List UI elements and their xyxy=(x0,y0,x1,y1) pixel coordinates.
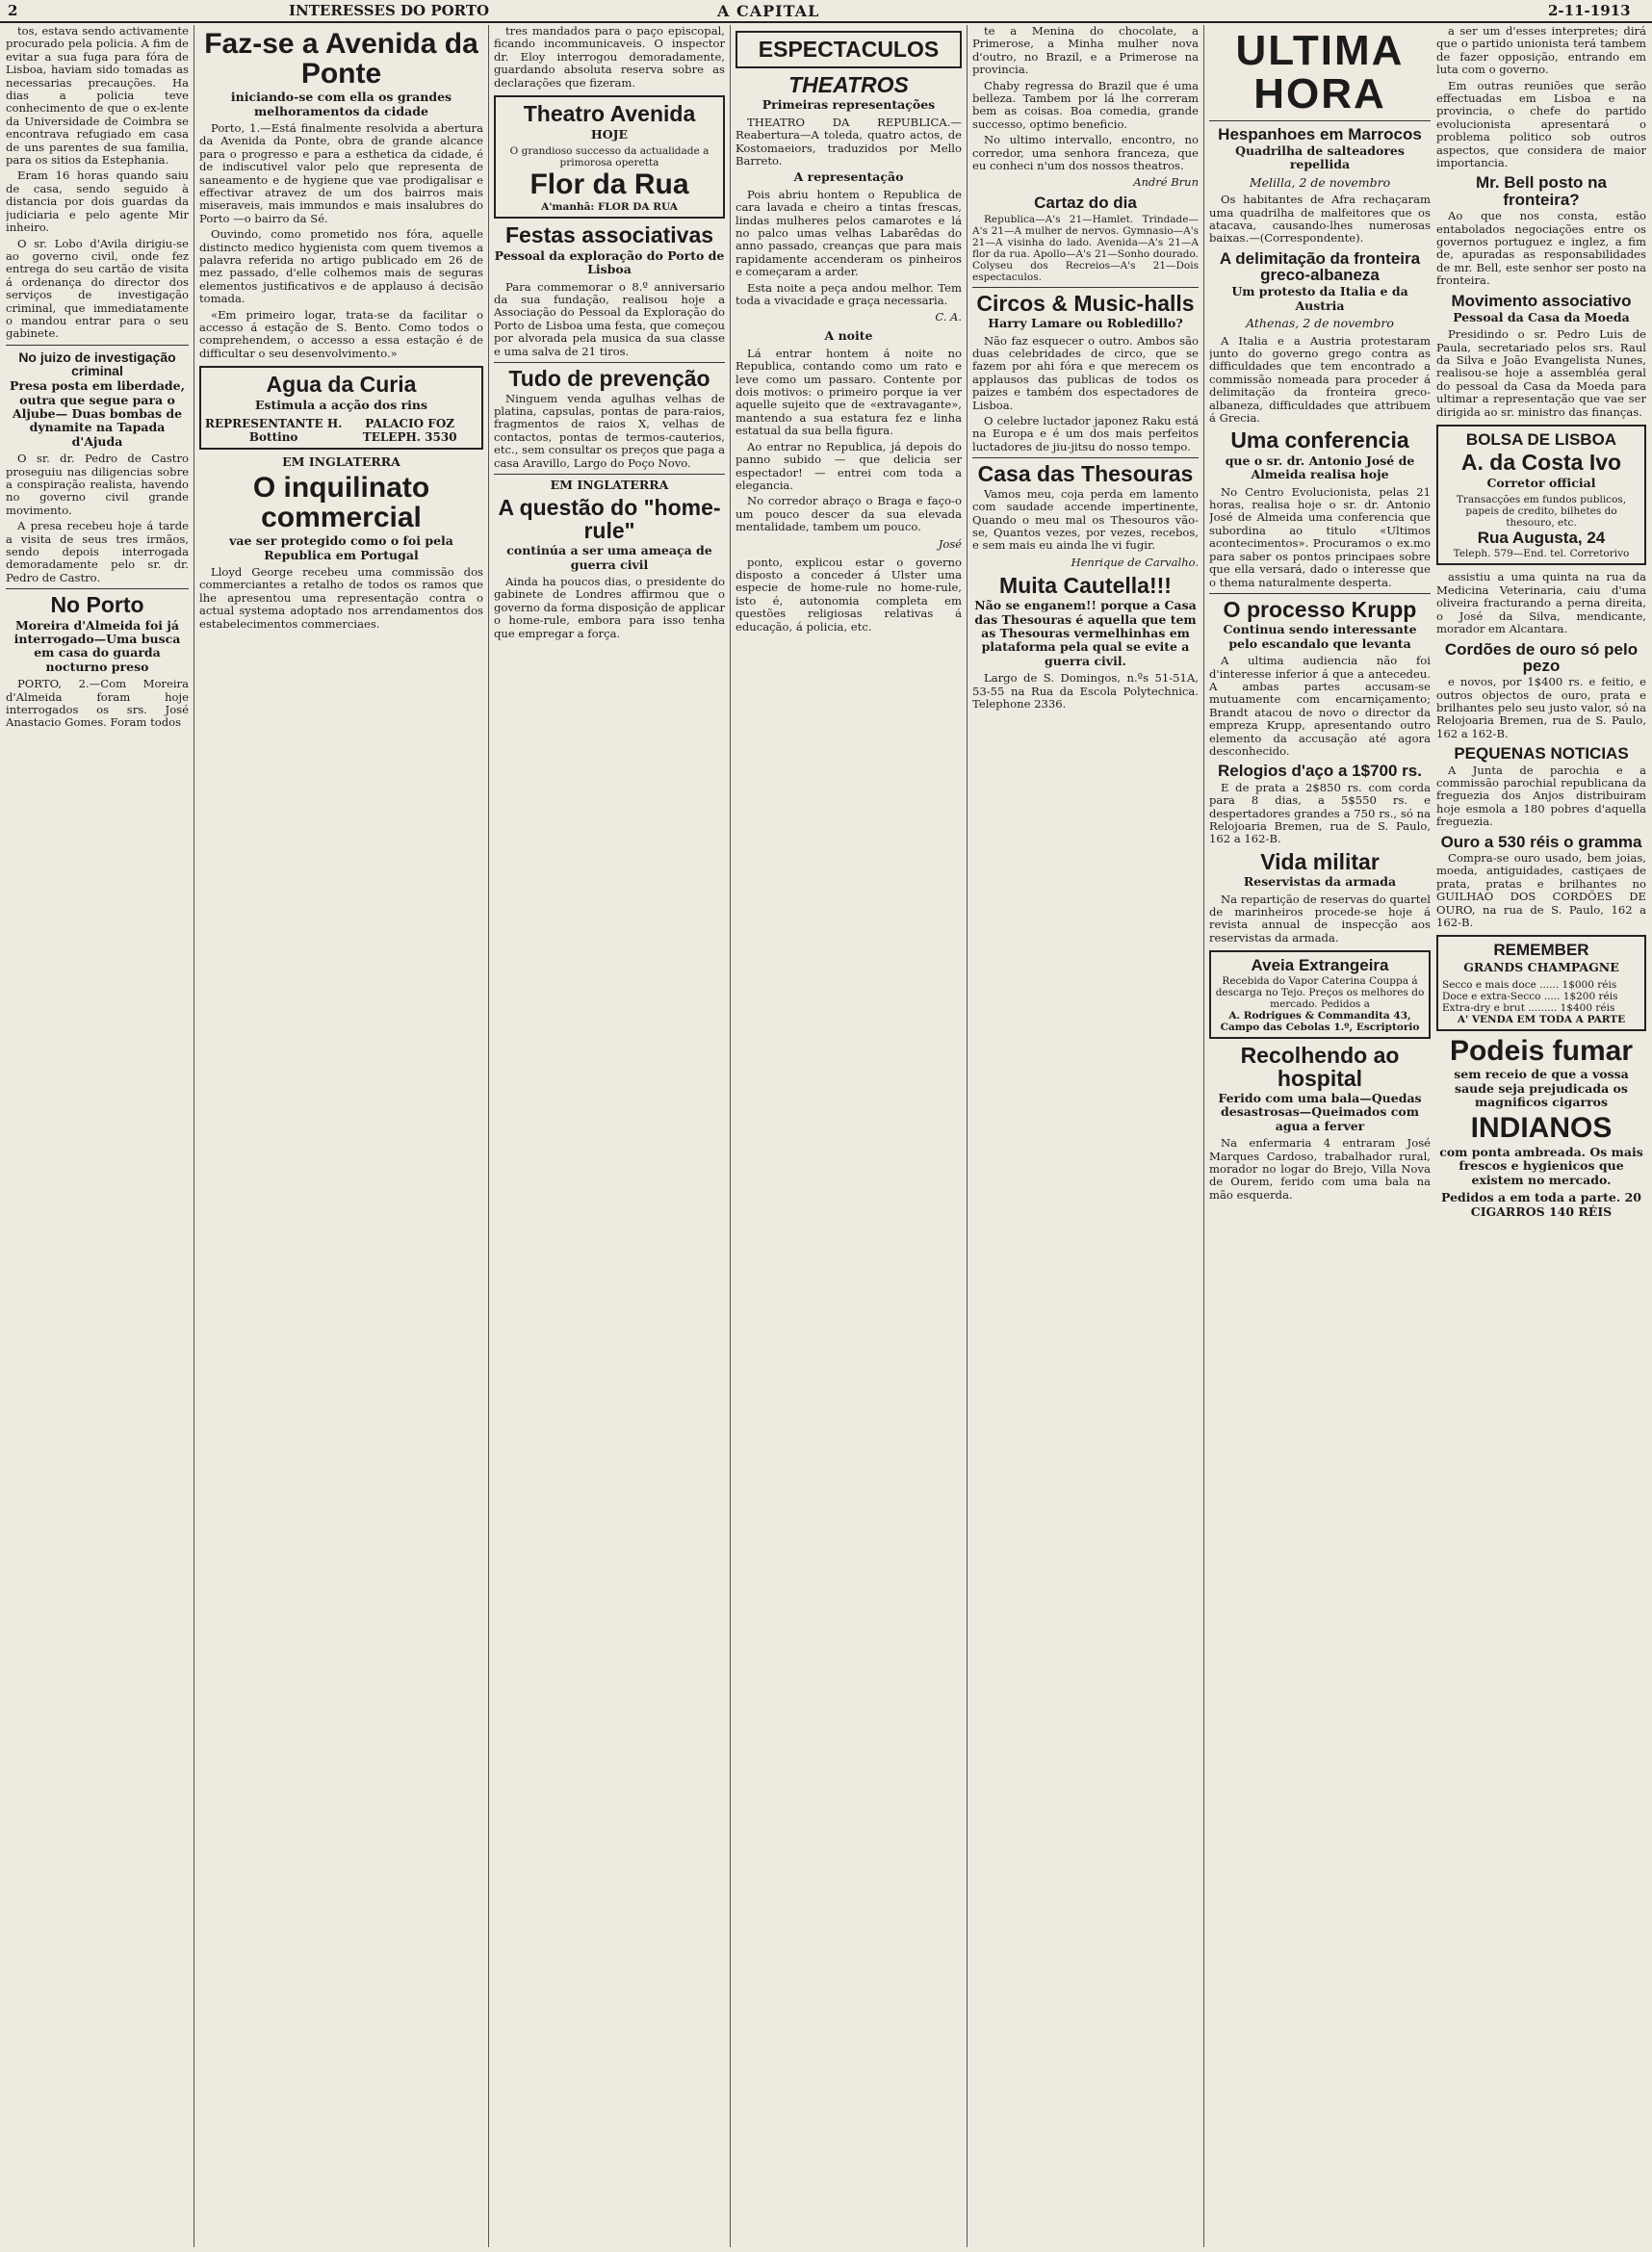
subheadline: Presa posta em liberdade, outra que segue para o Aljube— Duas bombas de dynamite na Tapada d'Ajuda xyxy=(10,378,185,449)
subheadline: Moreira d'Almeida foi já interrogado—Uma busca em casa do guarda nocturno preso xyxy=(13,617,181,674)
column-2 xyxy=(199,25,483,2247)
subheadline: Quadrilha de salteadores repellida xyxy=(1235,143,1405,172)
ad-address: PALACIO FOZ TELEPH. 3530 xyxy=(362,416,457,444)
article-paragraph: ponto, explicou estar o governo disposto a conceder á Ulster uma especie de home-rule no home-rule, isto é, autonomia completa em questões religiosas relativas á educação, á policia, etc. xyxy=(736,555,962,634)
article-paragraph: O sr. dr. Pedro de Castro proseguiu nas diligencias sobre a conspiração realista, havendo no governo civil grande movimento. xyxy=(6,452,189,517)
headline: Recolhendo ao hospital xyxy=(1240,1043,1400,1091)
article-paragraph: Em outras reuniões que serão effectuadas em Lisboa e na provincia, o chefe do partido evolucionista apresentará o problema politico sob outros aspectos, que considera de maior importancia. xyxy=(1436,78,1646,170)
headline: PEQUENAS NOTICIAS xyxy=(1454,744,1629,764)
column-3 xyxy=(494,25,725,2247)
subheadline: A noite xyxy=(824,328,873,344)
article-paragraph: Presidindo o sr. Pedro Luis de Paula, secretariado pelos srs. Raul da Silva e João Evangelista Nunes, realisou-se hoje a assembléa geral do pessoal da Casa da Moeda para ultimar a representação que vae ser dirigida ao sr. ministro das finanças. xyxy=(1436,327,1646,419)
headline: Circos & Music-halls xyxy=(976,290,1195,316)
subheadline: Um protesto da Italia e da Austria xyxy=(1231,284,1408,313)
ad-description: O grandioso successo da actualidade a primorosa operetta xyxy=(509,145,710,169)
article-paragraph: THEATRO DA REPUBLICA.—Reabertura—A toleda, quatro actos, de Kostomaeiors, traduzidos por Mello Barreto. xyxy=(736,115,962,168)
column-rule xyxy=(967,25,968,2247)
article-paragraph: No ultimo intervallo, encontro, no corredor, uma senhora franceza, que eu conheci n'um dos nossos theatros. xyxy=(972,133,1199,173)
ad-tomorrow: A'manhã: FLOR DA RUA xyxy=(541,201,678,214)
ad-role: Corretor official xyxy=(1486,476,1596,491)
headline: Mr. Bell posto na fronteira? xyxy=(1475,173,1608,209)
ad-price-line: Doce e extra-Secco ..... 1$200 réis xyxy=(1442,990,1618,1002)
article-paragraph: Ao que nos consta, estão entabolados negociações entre os governos portuguez e inglez, a fim de, apuradas as responsabilidades de mr. Bell, este senhor ser posto na fronteira. xyxy=(1436,209,1646,288)
subheadline: iniciando-se com ella os grandes melhoramentos da cidade xyxy=(230,90,452,118)
ad-description: Transacções em fundos publicos, papeis de credito, bilhetes do thesouro, etc. xyxy=(1456,494,1627,530)
article-paragraph: te a Menina do chocolate, a Primerose, a Minha mulher nova d'outro, no Brazil, e a Primerose na provincia. xyxy=(972,25,1199,77)
headline: THEATROS xyxy=(788,72,909,97)
article-paragraph: Largo de S. Domingos, n.ºs 51-51A, 53-55 na Rua da Escola Polytechnica. Telephone 2336. xyxy=(972,671,1199,711)
subheadline: Pedidos a em toda a parte. 20 CIGARROS 140 RÉIS xyxy=(1441,1190,1641,1219)
article-paragraph: Eram 16 horas quando saiu de casa, sendo seguido à distancia por dois guardas da judiciaria e pelo agente Mir inheiro. xyxy=(6,168,189,235)
headline: Cordões de ouro só pelo pezo xyxy=(1444,639,1639,675)
divider xyxy=(6,588,189,589)
headline: Faz-se a Avenida da Ponte xyxy=(204,28,478,90)
headline: O inquilinato commercial xyxy=(252,472,430,533)
article-paragraph: e novos, por 1$400 rs. e feitio, e outros objectos de ouro, prata e brilhantes pelo seu justo valor, só na Relojoaria Bremen, rua de S. Paulo, 162 a 162-B. xyxy=(1436,675,1646,740)
headline: Casa das Thesouras xyxy=(977,461,1194,487)
article-paragraph: Ouvindo, como prometido nos fóra, aquelle distincto medico hygienista com quem tivemos a palavra referida no artigo publicado em 26 de mez passado, d'elle colhemos mais de seguras elementos justificativos e de applauso á decisão tomada. xyxy=(199,227,483,306)
article-paragraph: Lloyd George recebeu uma commissão dos commerciantes a retalho de todos os ramos que lhe apresentou uma representação contra o actual systema adoptado nos arrendamentos dos estabelecimentos commerciaes. xyxy=(199,564,483,631)
article-paragraph: A Italia e a Austria protestaram junto do governo grego contra as difficuldades que tem encontrado a commissão nomeada para proceder á delimitação da fronteira greco-albaneza, difficuldades que attribuem á Grecia. xyxy=(1209,333,1431,426)
column-rule xyxy=(1203,25,1204,2247)
divider xyxy=(1209,593,1431,594)
issue-date: 2-11-1913 xyxy=(1548,2,1631,19)
subheadline: continúa a ser uma ameaça de guerra civil xyxy=(506,543,712,572)
article-paragraph: a ser um d'esses interpretes; dirá que o partido unionista terá tambem de fazer opposição, entrando em luta com o governo. xyxy=(1436,25,1646,77)
column-rule xyxy=(488,25,489,2247)
divider xyxy=(494,474,725,475)
advertisement-theatro-avenida xyxy=(494,95,725,219)
column-7 xyxy=(1436,25,1646,2247)
headline: Podeis fumar xyxy=(1449,1034,1634,1067)
ad-text: Recebida do Vapor Caterina Couppa á descarga no Tejo. Preços os melhores do mercado. Pedidos a xyxy=(1215,975,1425,1011)
headline: No juizo de investigação criminal xyxy=(18,349,176,379)
banner-ultima-hora: ULTIMA HORA xyxy=(1235,27,1405,117)
headline: Relogios d'aço a 1$700 rs. xyxy=(1218,762,1422,781)
column-1 xyxy=(6,25,189,2247)
advertisement-bolsa-lisboa xyxy=(1436,425,1646,565)
ad-today: HOJE xyxy=(590,127,629,142)
article-paragraph: assistiu a uma quinta na rua da Medicina Veterinaria, caiu d'uma oliveira fracturando a perna direita, o José da Silva, mendicante, morador em Alcantara. xyxy=(1436,570,1646,636)
article-paragraph: tos, estava sendo activamente procurado pela policia. A fim de evitar a sua fuga para fóra de Lisboa, haviam sido tomadas as necessarias precauções. Ha dias a policia teve conhecimento de que o ex-lente da Universidade de Coimbra se encontrava refugiado em casa de uns parentes de sua familia, para os sitios da Estephania. xyxy=(6,25,189,168)
ad-title: Agua da Curia xyxy=(266,372,417,398)
divider xyxy=(6,345,189,346)
subheadline: Reservistas da armada xyxy=(1243,874,1397,890)
column-4 xyxy=(736,25,962,2247)
article-paragraph: Republica—A's 21—Hamlet. Trindade—A's 21—A mulher de nervos. Gymnasio—A's 21—A visinha do lado. Avenida—A's 21—A flor da rua. Apollo—A's 21—Sonho dourado. Colyseu dos Recreios—A's 21—Dois espectaculos. xyxy=(972,213,1199,283)
article-paragraph: O sr. Lobo d'Avila dirigiu-se ao governo civil, onde fez entrega do seu cartão de visita á ordenança do director dos serviços de investigação criminal, que immediatamente o mandou entrar para o seu gabinete. xyxy=(6,236,189,341)
article-paragraph: A Junta de parochia e a commissão parochial republicana da freguezia dos Anjos distribuiram hoje esmola a 180 pobres d'aquella freguezia. xyxy=(1436,763,1646,829)
headline: Vida militar xyxy=(1260,848,1380,874)
subheadline: que o sr. dr. Antonio José de Almeida realisa hoje xyxy=(1225,453,1415,482)
ad-representative: REPRESENTANTE H. Bottino xyxy=(205,416,343,444)
ad-price-line: Extra-dry e brut ......... 1$400 réis xyxy=(1442,1001,1615,1014)
article-paragraph: A ultima audiencia não foi d'interesse inferior á que a antecedeu. A ambas partes accusam-se mutuamente com encarniçamento; Brandt atacou de novo o director da empreza Krupp, apresentando outro elemento da accusação até agora desconhecido. xyxy=(1209,654,1431,758)
ad-subtitle: GRANDS CHAMPAGNE xyxy=(1463,960,1619,975)
article-paragraph: Os habitantes de Afra rechaçaram uma quadrilha de malfeitores que os atacava, causando-lhes numerosas baixas.—(Correspondente). xyxy=(1209,193,1431,246)
article-paragraph: Chaby regressa do Brazil que é uma belleza. Tambem por lá lhe correram bem as coisas. Boa comedia, grande successo, optimo beneficio. xyxy=(972,78,1199,131)
ad-title: BOLSA DE LISBOA xyxy=(1465,430,1617,450)
article-paragraph: No corredor abraço o Braga e faço-o um pouco descer da sua elevada mentalidade, tambem um pouco. xyxy=(736,494,962,534)
article-paragraph: Na enfermaria 4 entraram José Marques Cardoso, trabalhador rural, morador no logar do Brejo, Villa Nova de Ourem, ferido com uma bala na mão esquerda. xyxy=(1209,1136,1431,1202)
banner-title: ESPECTACULOS xyxy=(758,37,940,62)
article-paragraph: «Em primeiro logar, trata-se da facilitar o accesso á estação de S. Bento. Como todos o comprehendem, o accesso a essa estação é de difficultar o seu desenvolvimento.» xyxy=(199,307,483,360)
headline: No Porto xyxy=(50,592,144,618)
signature: C. A. xyxy=(935,310,962,324)
masthead xyxy=(0,0,1652,23)
headline: A questão do "home-rule" xyxy=(498,495,721,543)
divider xyxy=(972,287,1199,288)
signature: José xyxy=(938,536,962,551)
headline: Movimento associativo xyxy=(1451,291,1632,310)
ad-play: Flor da Rua xyxy=(529,168,689,201)
paper-title: A CAPITAL xyxy=(717,2,820,20)
article-paragraph: A presa recebeu hoje á tarde a visita de seus tres irmãos, sendo depois interrogada demoradamente pelo sr. dr. Pedro de Castro. xyxy=(6,519,189,584)
article-paragraph: Para commemorar o 8.º anniversario da sua fundação, realisou hoje a Associação do Pessoal da Exploração do Porto de Lisboa uma festa, que começou por alvorada pela musica da sua classe e uma salva de 21 tiros. xyxy=(494,279,725,358)
section-label: EM INGLATERRA xyxy=(550,477,669,492)
ad-telephone: Teleph. 579—End. tel. Corretorivo xyxy=(1453,548,1630,560)
subheadline: Harry Lamare ou Robledillo? xyxy=(988,316,1183,331)
headline: Tudo de prevenção xyxy=(508,366,710,392)
ad-title: Theatro Avenida xyxy=(523,101,696,127)
article-paragraph: Na repartição de reservas do quartel de marinheiros procede-se hoje á revista annual de inspecção aos reservistas da armada. xyxy=(1209,892,1431,945)
article-paragraph: Lá entrar hontem á noite no Republica, contando como um rato e leve como um passaro. Contente por dois motivos: o primeiro porque ia ver aquelle sujeito que de «extravagante», mantendo a sua estatura fez e linha estatual da sua bella figura. xyxy=(736,346,962,438)
headline: Muita Cautella!!! xyxy=(999,572,1172,598)
ad-price-line: Secco e mais doce ...... 1$000 réis xyxy=(1442,978,1617,991)
ad-name: A. da Costa Ivo xyxy=(1460,450,1622,476)
headline: Ouro a 530 réis o gramma xyxy=(1440,832,1642,851)
article-paragraph: Porto, 1.—Está finalmente resolvida a abertura da Avenida da Ponte, obra de grande alcance para o progresso e para a esthetica da cidade, é de indiscutivel valor pelo que representa de saneamento e de hygiene que vae prodigalisar e effectivar atravez de um dos bairros mais miseraveis, mais immundos e mais insalubres do Porto —o bairro da Sé. xyxy=(199,120,483,225)
article-paragraph: O celebre luctador japonez Raku está na Europa e é um dos mais perfeitos luctadores de jiu-jitsu do nosso tempo. xyxy=(972,414,1199,453)
column-rule xyxy=(730,25,731,2247)
headline: O processo Krupp xyxy=(1223,596,1417,622)
section-label: EM INGLATERRA xyxy=(282,453,400,469)
ad-address: Rua Augusta, 24 xyxy=(1477,529,1606,548)
article-paragraph: Esta noite a peça andou melhor. Tem toda a vivacidade e graça necessaria. xyxy=(736,280,962,308)
article-paragraph: Vamos meu, coja perda em lamento com saudade accende impertinente, Quando o meu mal os Thesouros vão-se, Quantos vezes, por vezes, recebos, e sem mais eu ainda lhe vi fugir. xyxy=(972,486,1199,553)
headline: INDIANOS xyxy=(1470,1112,1613,1145)
headline: Hespanhoes em Marrocos xyxy=(1218,124,1422,143)
article-paragraph: Ao entrar no Republica, já depois do panno subido — que delicia ser espectador! — entrei com toda a elegancia. xyxy=(736,439,962,492)
ad-footer: A' VENDA EM TODA A PARTE xyxy=(1457,1013,1626,1025)
dateline: Athenas, 2 de novembro xyxy=(1246,316,1394,331)
subheadline: Continua sendo interessante pelo escandalo que levanta xyxy=(1223,622,1417,651)
article-paragraph: tres mandados para o paço episcopal, ficando incommunicaveis. O inspector dr. Eloy interrogou demoradamente, guardando absoluta reserva sobre as declarações que fizeram. xyxy=(494,25,725,90)
advertisement-aveia xyxy=(1209,950,1431,1039)
advertisement-agua-curia xyxy=(199,366,483,449)
article-paragraph: E de prata a 2$850 rs. com corda para 8 dias, a 5$550 rs. e despertadores grandes a 750 rs., só na Relojoaria Bremen, rua de S. Paulo, 162 a 162-B. xyxy=(1209,780,1431,846)
subheadline: vae ser protegido como o foi pela Republica em Portugal xyxy=(229,533,453,562)
headline: Uma conferencia xyxy=(1230,427,1409,453)
article-paragraph: Compra-se ouro usado, bem joias, moeda, antiguidades, castiçaes de prata, pratas e brilhantes no GUILHAO DOS CORDÕES DE OURO, na rua de S. Paulo, 162 a 162-B. xyxy=(1436,850,1646,929)
subheadline: com ponta ambreada. Os mais frescos e hygienicos que existem no mercado. xyxy=(1439,1145,1643,1187)
ad-title: REMEMBER xyxy=(1493,941,1589,960)
article-paragraph: Ninguem venda agulhas velhas de platina, capsulas, pontas de para-raios, fragmentos de raios X, velhas de contactos, pontas de termos-cauterios, etc., sem consultar os preços que paga a casa Aravillo, Largo do Poço Novo. xyxy=(494,391,725,470)
column-5 xyxy=(972,25,1199,2247)
headline: Festas associativas xyxy=(504,222,714,248)
article-paragraph: No Centro Evolucionista, pelas 21 horas, realisa hoje o sr. dr. Antonio José de Almeida uma conferencia que subordina ao titulo «Ultimos acontecimentos». Procuramos o ex.mo para saber os pontos principaes sobre que ella versará, dado o interesse que o thema naturalmente desperta. xyxy=(1209,484,1431,589)
article-paragraph: PORTO, 2.—Com Moreira d'Almeida foram hoje interrogados os srs. José Anastacio Gomes. Foram todos xyxy=(6,677,189,730)
divider xyxy=(494,362,725,363)
column-6 xyxy=(1209,25,1431,2247)
divider xyxy=(1209,120,1431,121)
advertisement-remember xyxy=(1436,935,1646,1030)
ad-address: A. Rodrigues & Commandita 43, Campo das Cebolas 1.º, Escriptorio xyxy=(1220,1010,1420,1034)
article-paragraph: Não faz esquecer o outro. Ambos são duas celebridades de circo, que se fazem por ahi fóra e que merecem os applausos das publicas de todos os paizes e também dos espectadores de Lisboa. xyxy=(972,333,1199,412)
subheadline: Pessoal da Casa da Moeda xyxy=(1453,309,1630,324)
subheadline: sem receio de que a vossa saude seja prejudicada os magnificos cigarros xyxy=(1454,1067,1629,1110)
section-title: INTERESSES DO PORTO xyxy=(289,2,490,19)
subheadline: Pessoal da exploração do Porto de Lisboa xyxy=(494,247,725,277)
signature: André Brun xyxy=(1133,175,1199,190)
ad-title: Aveia Extrangeira xyxy=(1251,956,1389,975)
article-paragraph: Pois abriu hontem o Republica de cara lavada e cheiro a tintas frescas, lindas mulheres pelos camarotes e lá no palco umas velhas Labarêdas do anno passado, creanças que para mais rapidamente accenderam os pinheiros e começaram a arder. xyxy=(736,187,962,279)
ad-subtitle: Estimula a acção dos rins xyxy=(254,398,428,413)
page-number: 2 xyxy=(8,2,18,19)
subheadline: Não se enganem!! porque a Casa das Thesouras é aquella que tem as Thesouras vermelhinhas em plataforma pela qual se evite a guerra civil. xyxy=(974,598,1197,668)
subheadline: Primeiras representações xyxy=(761,97,936,113)
subheadline: A representação xyxy=(793,169,904,185)
divider xyxy=(972,457,1199,458)
section-banner xyxy=(736,31,962,68)
signature: Henrique de Carvalho. xyxy=(1071,555,1199,569)
headline: A delimitação da fronteira greco-albaneza xyxy=(1219,248,1421,285)
headline: Cartaz do dia xyxy=(1034,194,1137,213)
dateline: Melilla, 2 de novembro xyxy=(1249,174,1391,190)
subheadline: Ferido com uma bala—Quedas desastrosas—Queimados com agua a ferver xyxy=(1218,1091,1422,1133)
article-paragraph: Ainda ha poucos dias, o presidente do gabinete de Londres affirmou que o governo da forma disposição de applicar o home-rule, embora para isso tenha que empregar a força. xyxy=(494,574,725,640)
